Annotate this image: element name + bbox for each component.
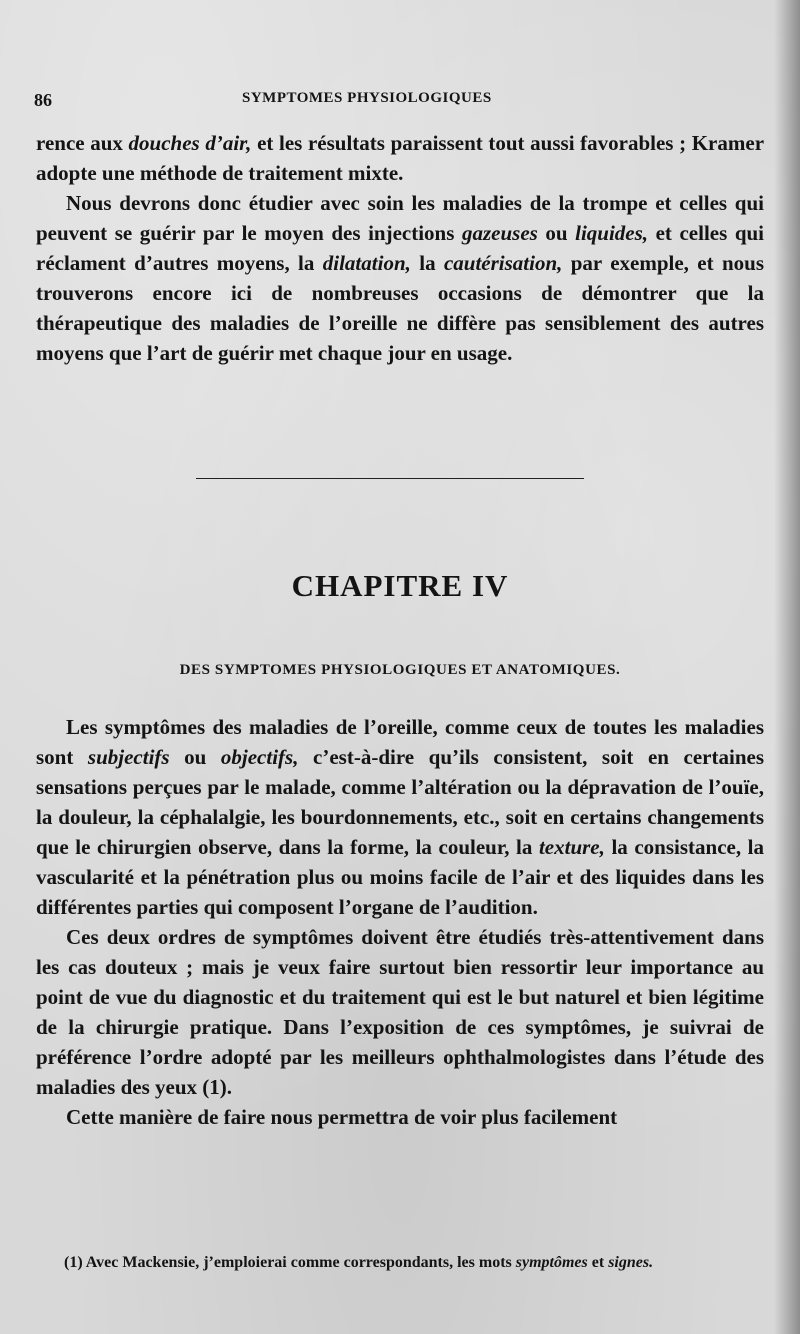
text-run: c’est-à-dire qu’ils consistent, soit en certaines sensations perçues par le malade, comme l’altération ou la dépravation de l’ouïe, la douleur, la céphalalgie, les bourdonnements, etc., soit en certains changements que le chirurgien observe, dans la forme, la couleur, la	[36, 745, 764, 859]
text-run: par exemple, et nous trouverons encore ici de nombreuses occasions de démontrer que la thérapeutique des maladies de l’oreille ne diffère pas sensiblement des autres moyens que l’art de guérir met chaque jour en usage.	[36, 251, 765, 365]
footnote-text	[36, 1251, 756, 1275]
top-text-block	[36, 128, 764, 368]
chapter-subtitle: DES SYMPTOMES PHYSIOLOGIQUES ET ANATOMIQUES.	[179, 662, 621, 678]
text-run: la	[410, 251, 444, 275]
page-number: 86	[34, 90, 52, 110]
text-run: et celles qui réclament d’autres moyens, la	[36, 221, 765, 275]
paragraph	[36, 188, 764, 368]
text-run: la consistance, la vascularité et la pénétration plus ou moins facile de l’air et des liquides dans les différentes parties qui composent l’organe de l’audition.	[36, 835, 764, 919]
italic-text: liquides,	[575, 221, 649, 245]
page-header	[34, 88, 764, 114]
text-run: ou	[537, 221, 576, 245]
italic-text: gazeuses	[461, 221, 538, 245]
paragraph	[36, 922, 764, 1102]
footnote	[36, 1251, 756, 1275]
italic-text: signes.	[608, 1254, 654, 1271]
paragraph	[36, 128, 764, 188]
italic-text: objectifs,	[220, 745, 299, 769]
text-run: (1) Avec Mackensie, j’emploierai comme correspondants, les mots	[64, 1254, 516, 1271]
text-run: et	[587, 1254, 609, 1271]
paragraph	[36, 712, 764, 922]
italic-text: texture,	[538, 835, 605, 859]
text-run: Les symptômes des maladies de l’oreille, comme ceux de toutes les maladies sont	[36, 715, 764, 769]
text-run: ou	[169, 745, 221, 769]
italic-text: douches d’air,	[128, 131, 252, 155]
italic-text: symptômes	[515, 1254, 588, 1271]
italic-text: dilatation,	[322, 251, 411, 275]
chapter-title: CHAPITRE IV	[291, 568, 509, 603]
paragraph	[36, 1102, 764, 1132]
text-run: Cette manière de faire nous permettra de voir plus facilement	[66, 1105, 618, 1129]
italic-text: subjectifs	[87, 745, 170, 769]
text-run: et les résultats paraissent tout aussi favorables ; Kramer adopte une méthode de traitement mixte.	[36, 131, 765, 185]
italic-text: cautérisation,	[443, 251, 563, 275]
text-run: Ces deux ordres de symptômes doivent être étudiés très-attentivement dans les cas douteux ; mais je veux faire surtout bien ressortir leur importance au point de vue du diagnostic et du traitement qui est le but naturel et bien légitime de la chirurgie pratique. Dans l’exposition de ces symptômes, je suivrai de préférence l’ordre adopté par les meilleurs ophthalmologistes dans l’étude des maladies des yeux (1).	[36, 925, 764, 1099]
text-run: Nous devrons donc étudier avec soin les maladies de la trompe et celles qui peuvent se guérir par le moyen des injections	[36, 191, 764, 245]
main-text-block	[36, 712, 764, 1132]
section-divider	[196, 478, 584, 479]
text-run: rence aux	[36, 131, 129, 155]
running-head: SYMPTOMES PHYSIOLOGIQUES	[242, 90, 492, 106]
